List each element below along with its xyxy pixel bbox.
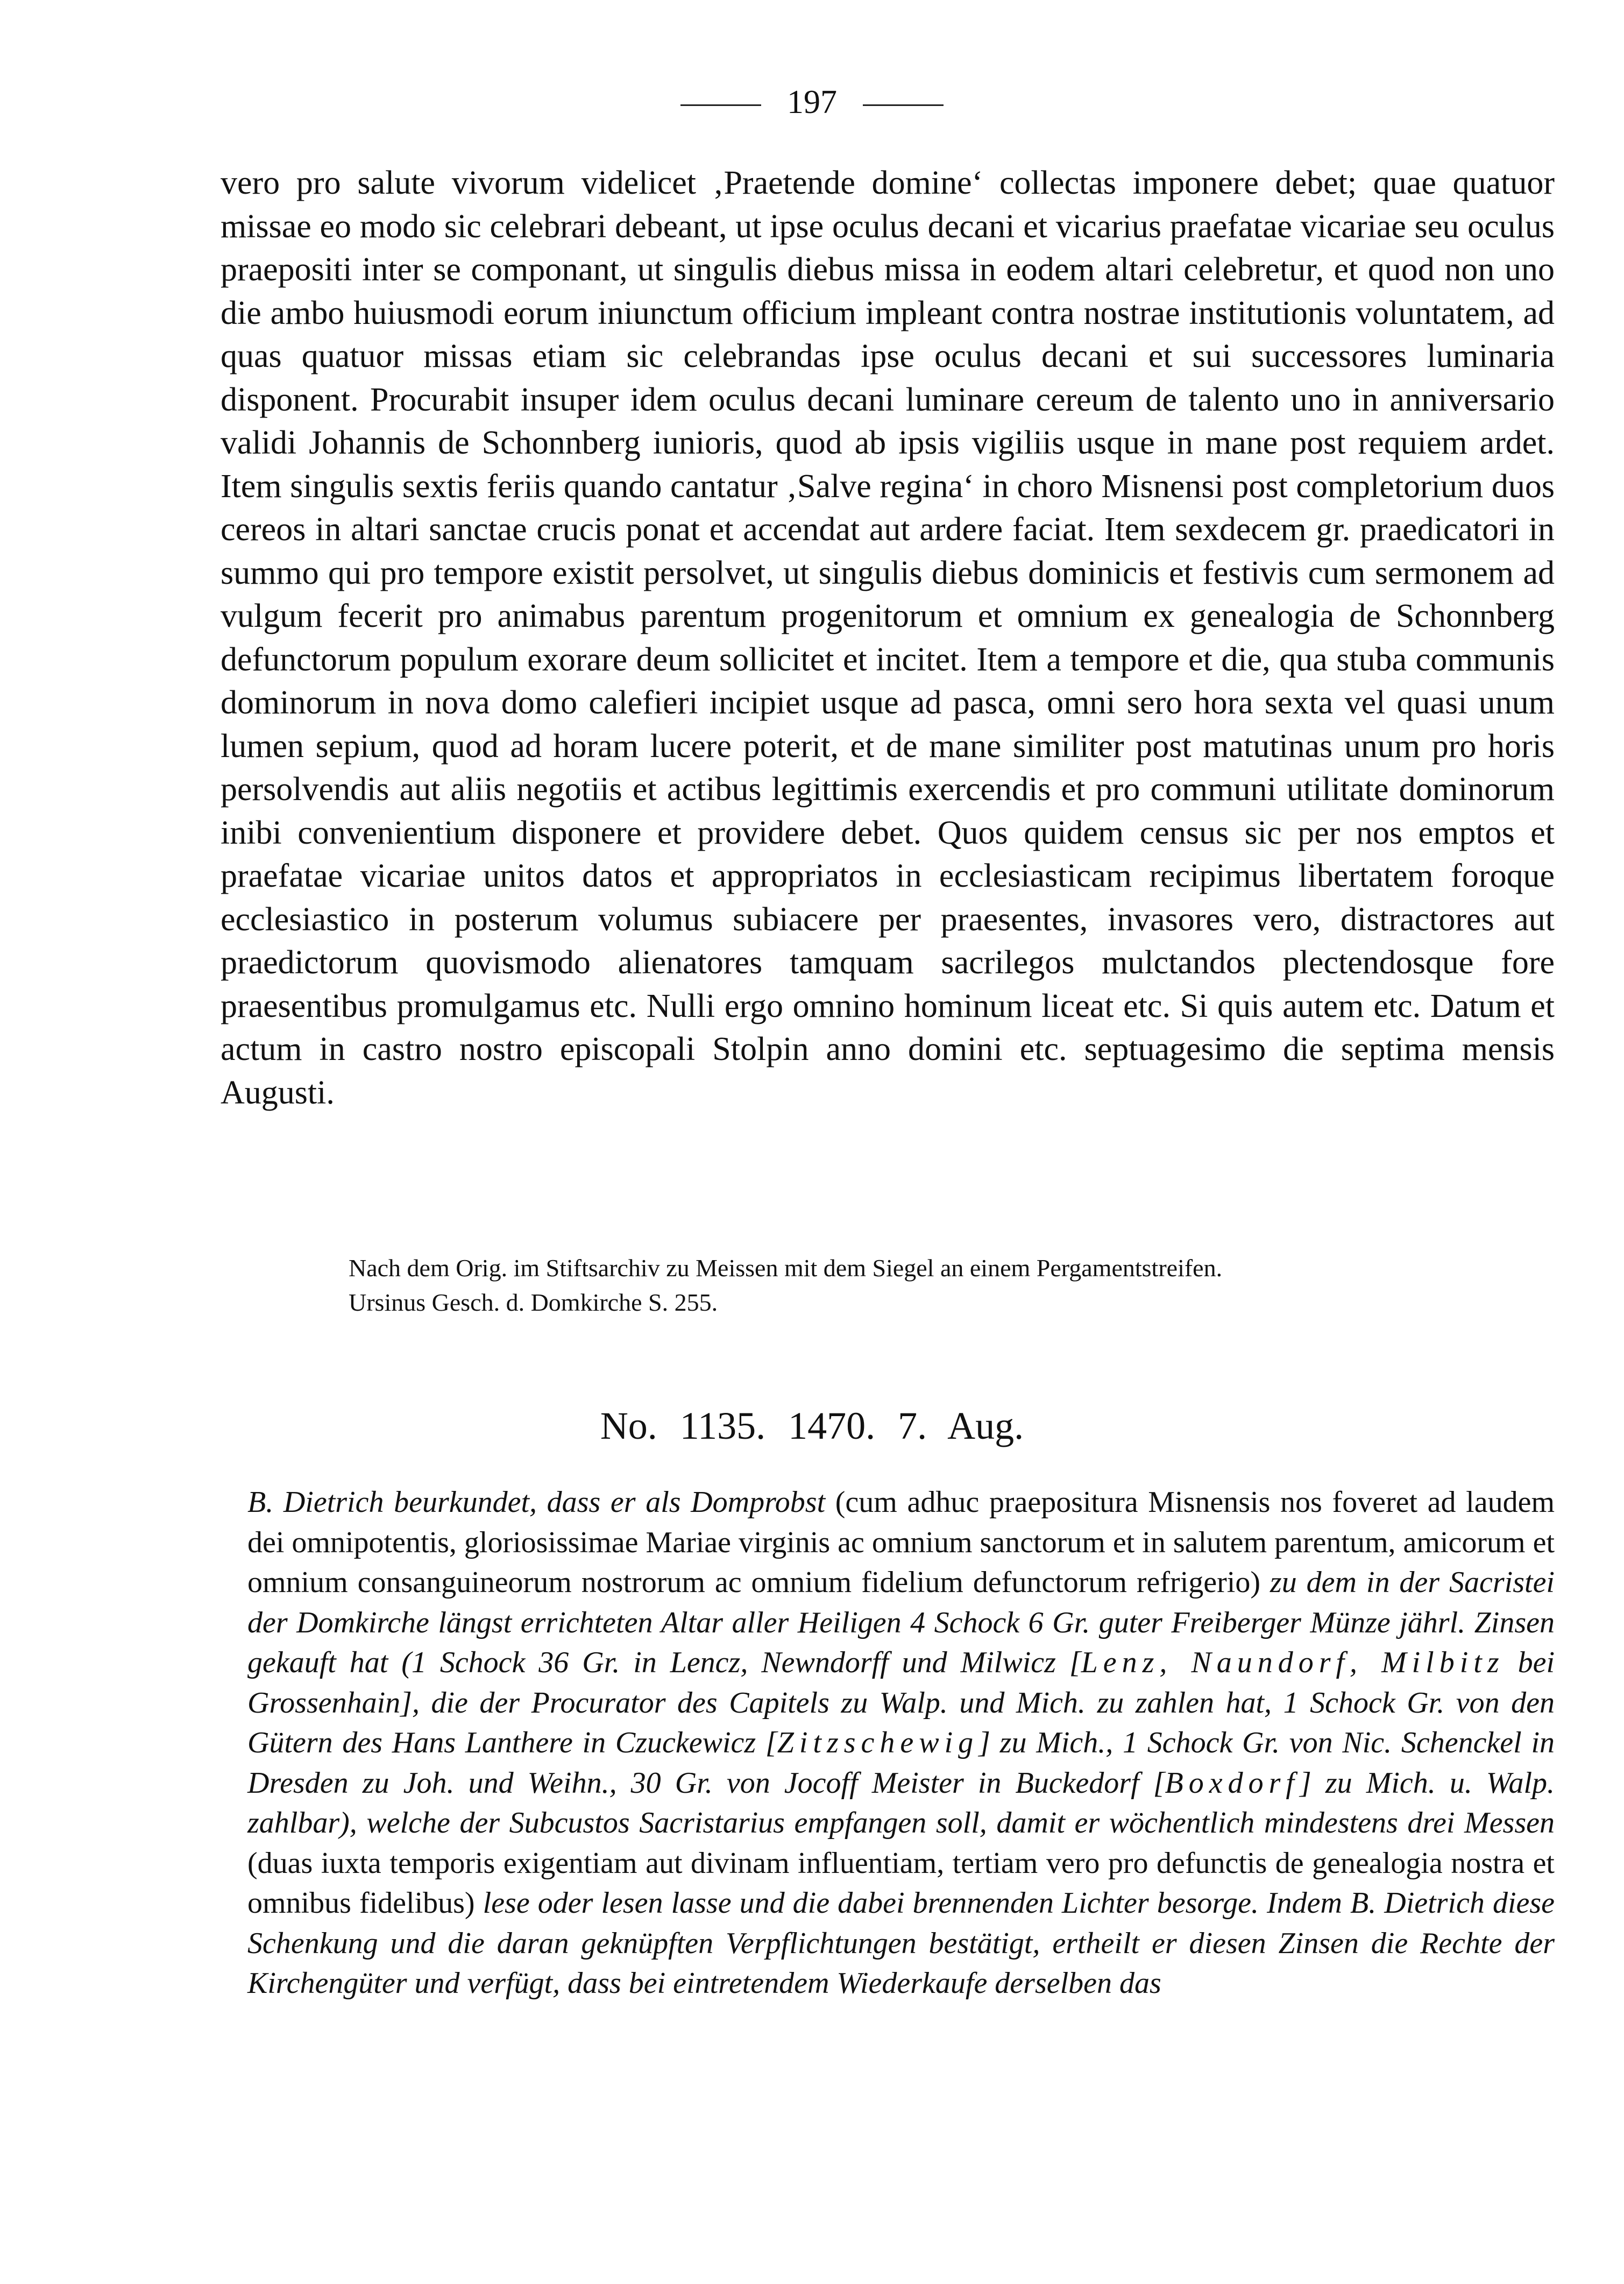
regest-segment: B. Dietrich beurkundet, dass er als Domprobst — [247, 1486, 826, 1519]
page-number: 197 — [787, 84, 837, 121]
source-note-line-1: Nach dem Orig. im Stiftsarchiv zu Meissen mit dem Siegel an einem Pergamentstreifen. — [349, 1254, 1223, 1282]
regest-segment: ] zu Mich., 1 Schock Gr. von Nic. Schenckel in Dresden zu Joh. und Weihn., 30 Gr. von Jocoff Meister in Buckedorf [ — [247, 1726, 1555, 1800]
regest-segment: bei Grossenhain], die der Procurator des Capitels zu Walp. und Mich. zu zahlen hat, 1 Schock Gr. von den Gütern des Hans Lanthere in Czuckewicz [ — [247, 1646, 1555, 1759]
source-note-line-2: Ursinus Gesch. d. Domkirche S. 255. — [349, 1289, 718, 1316]
document-heading: No. 1135. 1470. 7. Aug. — [600, 1404, 1024, 1447]
regest-latin-segment: (cum adhuc praepositura Misnensis nos foveret ad laudem dei omnipotentis, gloriosissimae Mariae virginis ac omnium sanctorum et in salutem parentum, amicorum et omnium consanguineorum nostrorum ac omnium fidelium defunctorum refrigerio) — [247, 1486, 1555, 1599]
regest-placename: Zitzschewig — [777, 1726, 979, 1759]
main-latin-text: vero pro salute vivorum videlicet ‚Praetende domine‘ collectas imponere debet; quae quatuor missae eo modo sic celebrari debeant, ut ipse oculus decani et vicarius praefatae vicariae seu oculus praepositi inter se componant, ut singulis diebus missa in eodem altari celebretur, et quod non uno die ambo huiusmodi eorum iniunctum officium impleant contra nostrae institutionis voluntatem, ad quas quatuor missas etiam sic celebrandas ipse oculus decani et sui successores luminaria disponent. Procurabit insuper idem oculus decani luminare cereum de talento uno in anniversario validi Johannis de Schonnberg iunioris, quod ab ipsis vigiliis usque in mane post requiem ardet. Item singulis sextis feriis quando cantatur ‚Salve regina‘ in choro Misnensi post completorium duos cereos in altari sanctae crucis ponat et accendat aut ardere faciat. Item sexdecem gr. praedicatori in summo qui pro tempore existit persolvet, ut singulis diebus dominicis et festivis cum sermonem ad vulgum fecerit pro animabus parentum progenitorum et omnium ex genealogia de Schonnberg defunctorum populum exorare deum sollicitet et incitet. Item a tempore et die, qua stuba communis dominorum in nova domo calefieri incipiet usque ad pasca, omni sero hora sexta vel quasi unum lumen sepium, quod ad horam lucere poterit, et de mane similiter post matutinas unum pro horis persolvendis aut aliis negotiis et actibus legittimis exercendis et pro communi utilitate dominorum inibi convenientium disponere et providere debet. Quos quidem census sic per nos emptos et praefatae vicariae unitos datos et appropriatos in ecclesiasticam recipimus libertatem foroque ecclesiastico in posterum volumus subiacere per praesentes, invasores vero, distractores aut praedictorum quovismodo alienatores tamquam sacrilegos mulctandos plectendosque fore praesentibus promulgamus etc. Nulli ergo omnino hominum liceat etc. Si quis autem etc. Datum et actum in castro nostro episcopali Stolpin anno domini etc. septuagesimo die septima mensis Augusti. — [221, 165, 1555, 1111]
page-number-header — [0, 81, 1624, 124]
header-dash-left — [680, 104, 761, 106]
regest-segment: ] zu Mich. u. Walp. zahlbar), welche der Subcustos Sacristarius empfangen soll, damit er wöchentlich mindestens drei Messen — [247, 1766, 1555, 1840]
source-note — [349, 1251, 1554, 1320]
regest-paragraph — [247, 1482, 1555, 2004]
regest-segment: lese oder lesen lasse und die dabei brennenden Lichter besorge. Indem B. Dietrich diese Schenkung und die daran geknüpften Verpflichtungen bestätigt, ertheilt er diesen Zinsen die Rechte der Kirchengüter und verfügt, dass bei eintretendem Wiederkaufe derselben das — [247, 1886, 1555, 2000]
header-dash-right — [863, 104, 944, 106]
regest-placename: Lenz, Naundorf, Milbitz — [1081, 1646, 1505, 1679]
regest-placename: Boxdorf — [1165, 1766, 1300, 1800]
regest-latin-segment: (duas iuxta temporis exigentiam aut divinam influentiam, tertiam vero pro defunctis de genealogia nostra et omnibus fidelibus) — [247, 1846, 1555, 1920]
regest-segment: zu dem in der Sacristei der Domkirche längst errichteten Altar aller Heiligen 4 Schock 6 Gr. guter Freiberger Münze jährl. Zinsen gekauft hat (1 Schock 36 Gr. in Lencz, Newndorff und Milwicz [ — [247, 1566, 1555, 1679]
